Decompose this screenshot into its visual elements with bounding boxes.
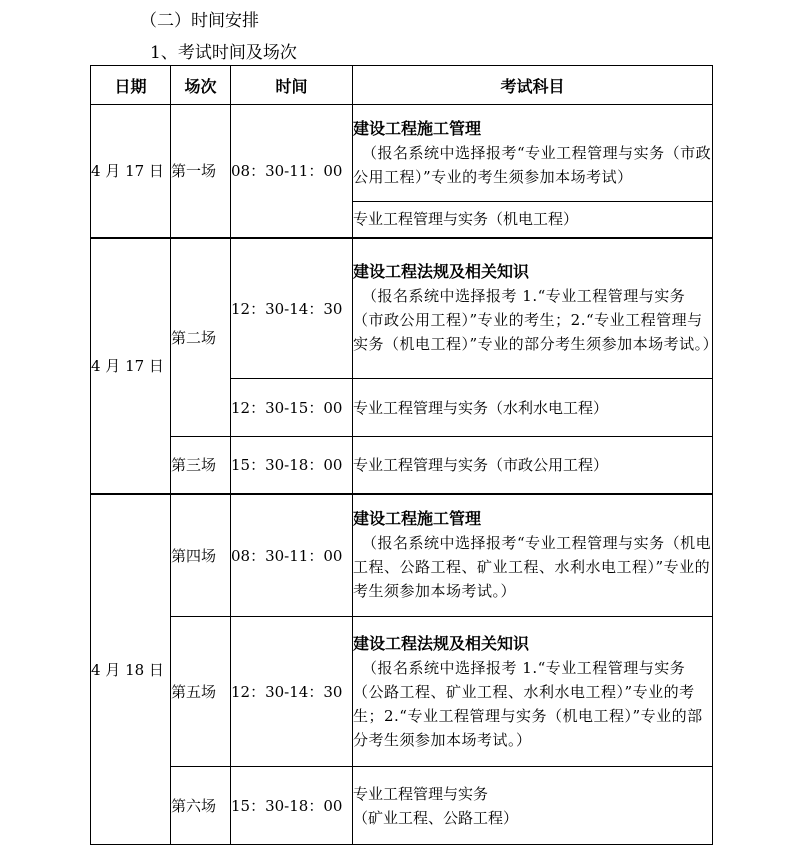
time-cell: 08：30-11：00 (231, 105, 353, 238)
table-header-row (91, 66, 713, 105)
subject-title: 建设工程法规及相关知识 (353, 262, 530, 282)
subject-cell (353, 105, 713, 202)
subject-note: （报名系统中选择报考 1.“专业工程管理与实务（市政公用工程）”专业的考生；2.“专业工程管理与实务（机电工程）”专业的部分考生须参加本场考试。） (353, 287, 719, 354)
subject-cell (353, 767, 713, 845)
subject-title: 建设工程施工管理 (353, 509, 482, 529)
subject-cell (353, 238, 719, 379)
time-cell: 12：30-14：30 (231, 617, 353, 767)
session-cell: 第四场 (171, 494, 231, 617)
session-cell: 第一场 (171, 105, 231, 238)
subject-title: 建设工程法规及相关知识 (353, 633, 530, 653)
subject-note: （报名系统中选择报考“专业工程管理与实务（市政公用工程）”专业的考生须参加本场考试） (353, 144, 712, 186)
table-row (91, 494, 713, 617)
table-row (91, 437, 713, 494)
time-cell: 08：30-11：00 (231, 494, 353, 617)
session-cell: 第六场 (171, 767, 231, 845)
table-row (91, 238, 713, 379)
date-cell: 4 月 17 日 (91, 105, 171, 238)
session-cell: 第二场 (171, 238, 231, 437)
header-date: 日期 (91, 66, 171, 105)
subject-title: 建设工程施工管理 (353, 119, 482, 138)
table-row (91, 105, 713, 202)
subsection-heading: 1、考试时间及场次 (150, 43, 297, 63)
header-time: 时间 (231, 66, 353, 105)
subject-text: 专业工程管理与实务（水利水电工程） (353, 398, 609, 417)
subject-text: 专业工程管理与实务（机电工程） (353, 210, 579, 229)
time-cell: 15：30-18：00 (231, 437, 353, 494)
header-subject: 考试科目 (353, 66, 713, 105)
subject-note: （矿业工程、公路工程） (353, 808, 519, 827)
exam-schedule-table (90, 65, 719, 845)
time-cell: 15：30-18：00 (231, 767, 353, 845)
subject-cell (353, 202, 713, 238)
subject-cell (353, 379, 713, 437)
date-cell: 4 月 17 日 (91, 238, 171, 494)
session-cell: 第三场 (171, 437, 231, 494)
table-row (91, 767, 713, 845)
table-row (91, 617, 713, 767)
subject-text: 专业工程管理与实务（市政公用工程） (353, 455, 609, 474)
header-session: 场次 (171, 66, 231, 105)
session-cell: 第五场 (171, 617, 231, 767)
date-cell: 4 月 18 日 (91, 494, 171, 845)
subject-cell (353, 494, 713, 617)
subject-note: （报名系统中选择报考 1.“专业工程管理与实务（公路工程、矿业工程、水利水电工程）”专业的考生；2.“专业工程管理与实务（机电工程）”专业的部分考生须参加本场考试。） (353, 658, 703, 749)
time-cell: 12：30-14：30 (231, 238, 353, 379)
time-cell: 12：30-15：00 (231, 379, 353, 437)
subject-cell (353, 617, 713, 767)
subject-cell (353, 437, 713, 494)
subject-text: 专业工程管理与实务 (353, 784, 489, 803)
section-heading: （二）时间安排 (140, 11, 259, 31)
subject-note: （报名系统中选择报考“专业工程管理与实务（机电工程、公路工程、矿业工程、水利水电工程）”专业的考生须参加本场考试。） (353, 534, 712, 601)
